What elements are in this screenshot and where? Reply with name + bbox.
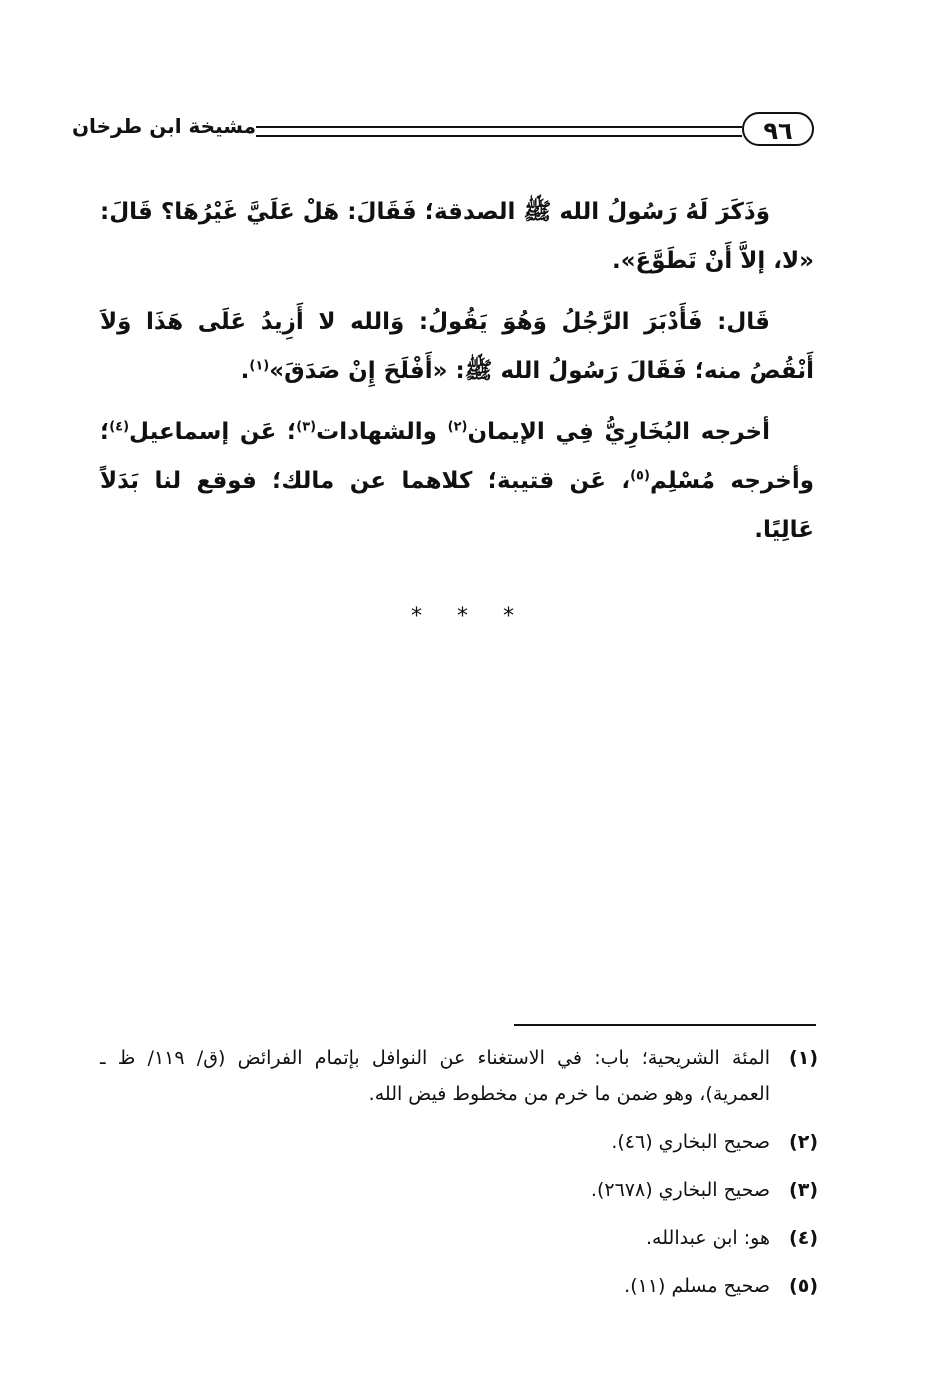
footnote-text: المئة الشريحية؛ باب: في الاستغناء عن النوافل بإتمام الفرائض (ق/ ١١٩/ ظ ـ العمرية)، وهو ضمن ما خرم من مخطوط فيض الله. xyxy=(100,1047,770,1105)
paragraph-2 xyxy=(100,298,814,396)
footnote-text: صحيح البخاري (٢٦٧٨). xyxy=(590,1179,770,1201)
footnote-number: (٤) xyxy=(789,1227,818,1249)
p3-part-a: أخرجه البُخَارِيُّ فِي الإيمان xyxy=(467,419,770,445)
footnote-text: صحيح مسلم (١١). xyxy=(624,1275,770,1297)
footnote-number: (٢) xyxy=(789,1131,818,1153)
header-rule xyxy=(256,126,742,137)
footnote-text: هو: ابن عبدالله. xyxy=(646,1227,770,1249)
footnote-ref-3: (٣) xyxy=(296,419,317,435)
footnote-2 xyxy=(100,1124,818,1160)
paragraph-2-end: . xyxy=(240,358,250,384)
footnote-5 xyxy=(100,1268,818,1304)
page-number: ٩٦ xyxy=(742,112,814,146)
footnote-rule xyxy=(514,1024,816,1026)
footnote-number: (٣) xyxy=(789,1179,818,1201)
footnote-ref-5: (٥) xyxy=(630,468,650,484)
footnote-number: (١) xyxy=(789,1047,818,1069)
footnote-4 xyxy=(100,1220,818,1256)
paragraph-1: وَذَكَرَ لَهُ رَسُولُ الله ﷺ الصدقة؛ فَقَالَ: هَلْ عَلَيَّ غَيْرُهَا؟ قَالَ: «لا، إلاَّ أَنْ تَطَوَّعَ». xyxy=(100,199,814,274)
footnote-text: صحيح البخاري (٤٦). xyxy=(611,1131,770,1153)
footnotes xyxy=(100,1040,818,1316)
main-text xyxy=(100,188,814,567)
p3-part-d: ؛ وأخرجه مُسْلِم xyxy=(100,419,814,494)
book-title: مشيخة ابن طرخان xyxy=(71,114,256,138)
footnote-3 xyxy=(100,1172,818,1208)
paragraph-2-text: قَال: فَأَدْبَرَ الرَّجُلُ وَهُوَ يَقُولُ: وَالله لا أَزِيدُ عَلَى هَذَا وَلاَ أَنْقُصُ منه؛ فَقَالَ رَسُولُ الله ﷺ: «أَفْلَحَ إِنْ صَدَقَ» xyxy=(100,309,814,384)
p3-part-c: ؛ عَن إسماعيل xyxy=(129,419,297,445)
section-separator: * * * xyxy=(411,604,528,629)
page-header xyxy=(71,112,814,156)
paragraph-3 xyxy=(100,408,814,555)
footnote-ref-2: (٢) xyxy=(447,419,468,435)
footnote-ref-4: (٤) xyxy=(109,419,130,435)
footnote-number: (٥) xyxy=(789,1275,818,1297)
footnote-ref-1: (١) xyxy=(249,358,270,374)
p3-part-e: ، عَن قتيبة؛ كلاهما عن مالك؛ فوقع لنا بَدَلاً عَالِيًا. xyxy=(100,468,814,543)
footnote-1 xyxy=(100,1040,818,1112)
p3-part-b: والشهادات xyxy=(316,419,448,445)
